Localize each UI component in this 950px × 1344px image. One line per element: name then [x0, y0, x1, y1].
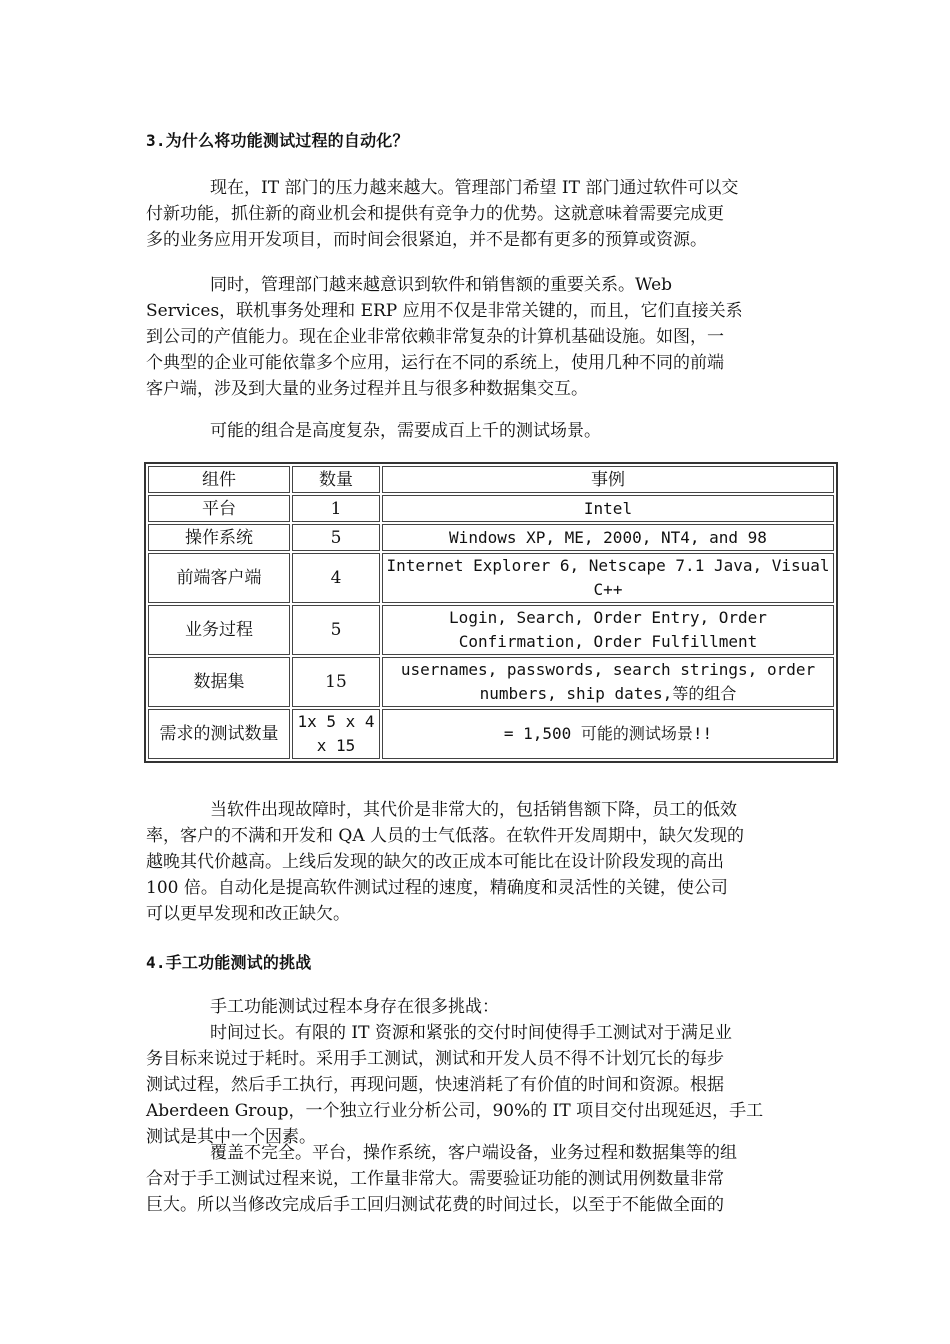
- text-line: 付新功能，抓住新的商业机会和提供有竞争力的优势。这就意味着需要完成更: [146, 204, 724, 224]
- text-line: 率，客户的不满和开发和 QA 人员的士气低落。在软件开发周期中，缺欠发现的: [146, 826, 745, 846]
- section-3-paragraph-3: [146, 418, 806, 444]
- text-line: 到公司的产值能力。现在企业非常依赖非常复杂的计算机基础设施。如图，一: [146, 327, 724, 347]
- table-cell: 业务过程: [148, 605, 290, 655]
- table-cell: 需求的测试数量: [148, 709, 290, 759]
- table-cell: Windows XP, ME, 2000, NT4, and 98: [382, 524, 834, 551]
- table-cell: 平台: [148, 495, 290, 522]
- table-header-cell: 事例: [382, 466, 834, 493]
- text-line: 当软件出现故障时，其代价是非常大的，包括销售额下降，员工的低效: [210, 800, 737, 820]
- table-cell: 1: [292, 495, 380, 522]
- table-row: [148, 709, 834, 759]
- table-row: [148, 524, 834, 551]
- table-header-cell: 数量: [292, 466, 380, 493]
- table-cell: = 1,500 可能的测试场景!!: [382, 709, 834, 759]
- table-cell: 数据集: [148, 657, 290, 707]
- section-3-paragraph-2: [146, 272, 806, 402]
- table-cell: 5: [292, 605, 380, 655]
- table-cell: 1x 5 x 4 x 15: [292, 709, 380, 759]
- table-header-row: [148, 466, 834, 493]
- table-cell: 4: [292, 553, 380, 603]
- section-4-heading: 4.手工功能测试的挑战: [146, 953, 312, 972]
- paragraph-cost-of-failure: [146, 797, 806, 927]
- test-combinations-table: [144, 462, 838, 763]
- table-cell: 15: [292, 657, 380, 707]
- text-line: 巨大。所以当修改完成后手工回归测试花费的时间过长，以至于不能做全面的: [146, 1195, 724, 1215]
- text-line: 手工功能测试过程本身存在很多挑战：: [210, 997, 499, 1017]
- table-header-cell: 组件: [148, 466, 290, 493]
- text-line: 100 倍。自动化是提高软件测试过程的速度，精确度和灵活性的关键，使公司: [146, 878, 728, 898]
- table-row: [148, 605, 834, 655]
- section-4-paragraph-2: [146, 1020, 806, 1150]
- text-line: 可能的组合是高度复杂，需要成百上千的测试场景。: [210, 421, 601, 441]
- text-line: 现在，IT 部门的压力越来越大。管理部门希望 IT 部门通过软件可以交: [210, 178, 739, 198]
- text-line: Services，联机事务处理和 ERP 应用不仅是非常关键的，而且，它们直接关系: [146, 301, 743, 321]
- text-line: 个典型的企业可能依靠多个应用，运行在不同的系统上，使用几种不同的前端: [146, 353, 724, 373]
- section-3-paragraph-1: [146, 175, 806, 253]
- text-line: 时间过长。有限的 IT 资源和紧张的交付时间使得手工测试对于满足业: [210, 1023, 732, 1043]
- text-line: 可以更早发现和改正缺欠。: [146, 904, 350, 924]
- table-cell: 前端客户端: [148, 553, 290, 603]
- text-line: 务目标来说过于耗时。采用手工测试，测试和开发人员不得不计划冗长的每步: [146, 1049, 724, 1069]
- table-cell: Internet Explorer 6, Netscape 7.1 Java, Visual C++: [382, 553, 834, 603]
- text-line: 测试是其中一个因素。: [146, 1127, 316, 1147]
- section-4-paragraph-1: [146, 994, 806, 1020]
- table-row: [148, 657, 834, 707]
- table-row: [148, 495, 834, 522]
- text-line: 测试过程，然后手工执行，再现问题，快速消耗了有价值的时间和资源。根据: [146, 1075, 724, 1095]
- text-line: 同时，管理部门越来越意识到软件和销售额的重要关系。Web: [210, 275, 673, 295]
- table-cell: Login, Search, Order Entry, Order Confirmation, Order Fulfillment: [382, 605, 834, 655]
- text-line: 覆盖不完全。平台，操作系统，客户端设备，业务过程和数据集等的组: [210, 1143, 737, 1163]
- text-line: 越晚其代价越高。上线后发现的缺欠的改正成本可能比在设计阶段发现的高出: [146, 852, 724, 872]
- text-line: 合对于手工测试过程来说，工作量非常大。需要验证功能的测试用例数量非常: [146, 1169, 724, 1189]
- table-cell: 操作系统: [148, 524, 290, 551]
- text-line: Aberdeen Group，一个独立行业分析公司，90%的 IT 项目交付出现延迟，手工: [146, 1101, 764, 1121]
- text-line: 多的业务应用开发项目，而时间会很紧迫，并不是都有更多的预算或资源。: [146, 230, 707, 250]
- table-cell: 5: [292, 524, 380, 551]
- table-row: [148, 553, 834, 603]
- table-cell: Intel: [382, 495, 834, 522]
- section-3-heading: 3.为什么将功能测试过程的自动化？: [146, 131, 409, 150]
- table-cell: usernames, passwords, search strings, order numbers, ship dates,等的组合: [382, 657, 834, 707]
- section-4-paragraph-3: [146, 1140, 806, 1218]
- text-line: 客户端，涉及到大量的业务过程并且与很多种数据集交互。: [146, 379, 588, 399]
